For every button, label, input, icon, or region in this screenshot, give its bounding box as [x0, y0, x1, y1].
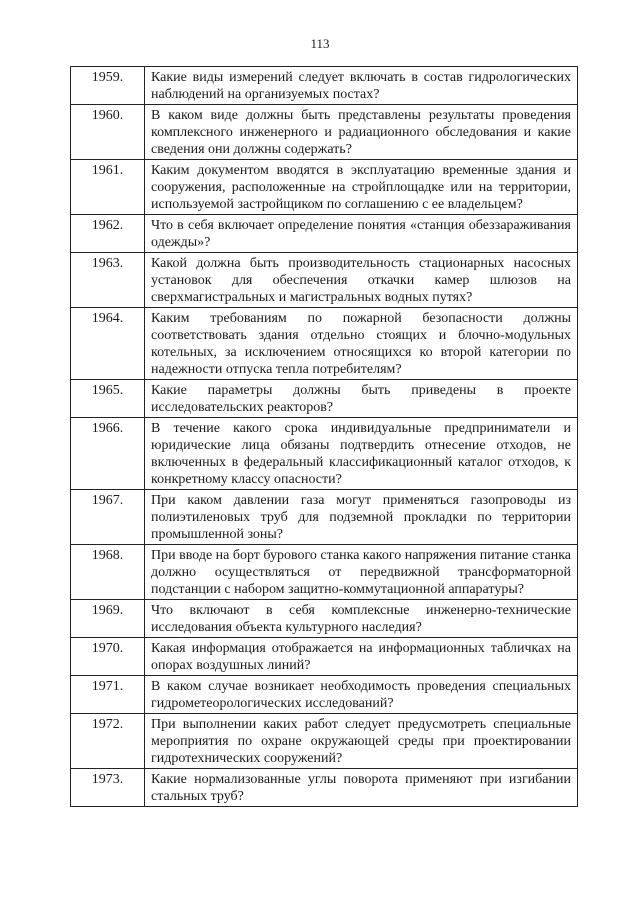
table-row — [71, 253, 578, 308]
table-row — [71, 105, 578, 160]
table-row — [71, 215, 578, 253]
question-text: При каком давлении газа могут применяться газопроводы из полиэтиленовых труб для подземной прокладки по территории промышленной зоны? — [145, 490, 578, 545]
question-number: 1964. — [71, 308, 145, 380]
question-text: В течение какого срока индивидуальные предприниматели и юридические лица обязаны подтвердить отнесение отходов, не включенных в федеральный классификационный каталог отходов, к конкретному классу опасности? — [145, 418, 578, 490]
question-text: Каким документом вводятся в эксплуатацию временные здания и сооружения, расположенные на стройплощадке или на территории, используемой застройщиком по соглашению с ее владельцем? — [145, 160, 578, 215]
table-row — [71, 769, 578, 807]
questions-table-body — [71, 67, 578, 807]
question-number: 1959. — [71, 67, 145, 105]
question-number: 1973. — [71, 769, 145, 807]
question-text: В каком случае возникает необходимость проведения специальных гидрометеорологических исследований? — [145, 676, 578, 714]
table-row — [71, 638, 578, 676]
question-number: 1970. — [71, 638, 145, 676]
question-number: 1965. — [71, 380, 145, 418]
questions-table — [70, 66, 578, 807]
question-text: Какие нормализованные углы поворота применяют при изгибании стальных труб? — [145, 769, 578, 807]
question-text: Какой должна быть производительность стационарных насосных установок для обеспечения откачки камер шлюзов на сверхмагистральных и магистральных водных путях? — [145, 253, 578, 308]
question-number: 1961. — [71, 160, 145, 215]
question-number: 1960. — [71, 105, 145, 160]
question-number: 1963. — [71, 253, 145, 308]
table-row — [71, 67, 578, 105]
question-number: 1969. — [71, 600, 145, 638]
table-row — [71, 600, 578, 638]
question-text: Что включают в себя комплексные инженерно-технические исследования объекта культурного наследия? — [145, 600, 578, 638]
table-row — [71, 418, 578, 490]
question-text: Что в себя включает определение понятия «станция обеззараживания одежды»? — [145, 215, 578, 253]
question-text: В каком виде должны быть представлены результаты проведения комплексного инженерного и радиационного обследования и какие сведения они должны содержать? — [145, 105, 578, 160]
table-row — [71, 676, 578, 714]
question-text: Какая информация отображается на информационных табличках на опорах воздушных линий? — [145, 638, 578, 676]
question-text: Какие параметры должны быть приведены в проекте исследовательских реакторов? — [145, 380, 578, 418]
question-number: 1971. — [71, 676, 145, 714]
question-text: Каким требованиям по пожарной безопасности должны соответствовать здания отдельно стоящих и блочно-модульных котельных, за исключением относящихся ко второй категории по надежности отпуска тепла потребителям? — [145, 308, 578, 380]
table-row — [71, 545, 578, 600]
question-number: 1972. — [71, 714, 145, 769]
question-number: 1966. — [71, 418, 145, 490]
question-text: При выполнении каких работ следует предусмотреть специальные мероприятия по охране окружающей среды при проектировании гидротехнических сооружений? — [145, 714, 578, 769]
question-text: Какие виды измерений следует включать в состав гидрологических наблюдений на организуемых постах? — [145, 67, 578, 105]
question-number: 1962. — [71, 215, 145, 253]
table-row — [71, 490, 578, 545]
page-number: 113 — [310, 36, 330, 51]
question-number: 1968. — [71, 545, 145, 600]
table-row — [71, 380, 578, 418]
question-number: 1967. — [71, 490, 145, 545]
table-row — [71, 160, 578, 215]
table-row — [71, 714, 578, 769]
table-row — [71, 308, 578, 380]
question-text: При вводе на борт бурового станка какого напряжения питание станка должно осуществляться от передвижной трансформаторной подстанции с набором защитно-коммутационной аппаратуры? — [145, 545, 578, 600]
